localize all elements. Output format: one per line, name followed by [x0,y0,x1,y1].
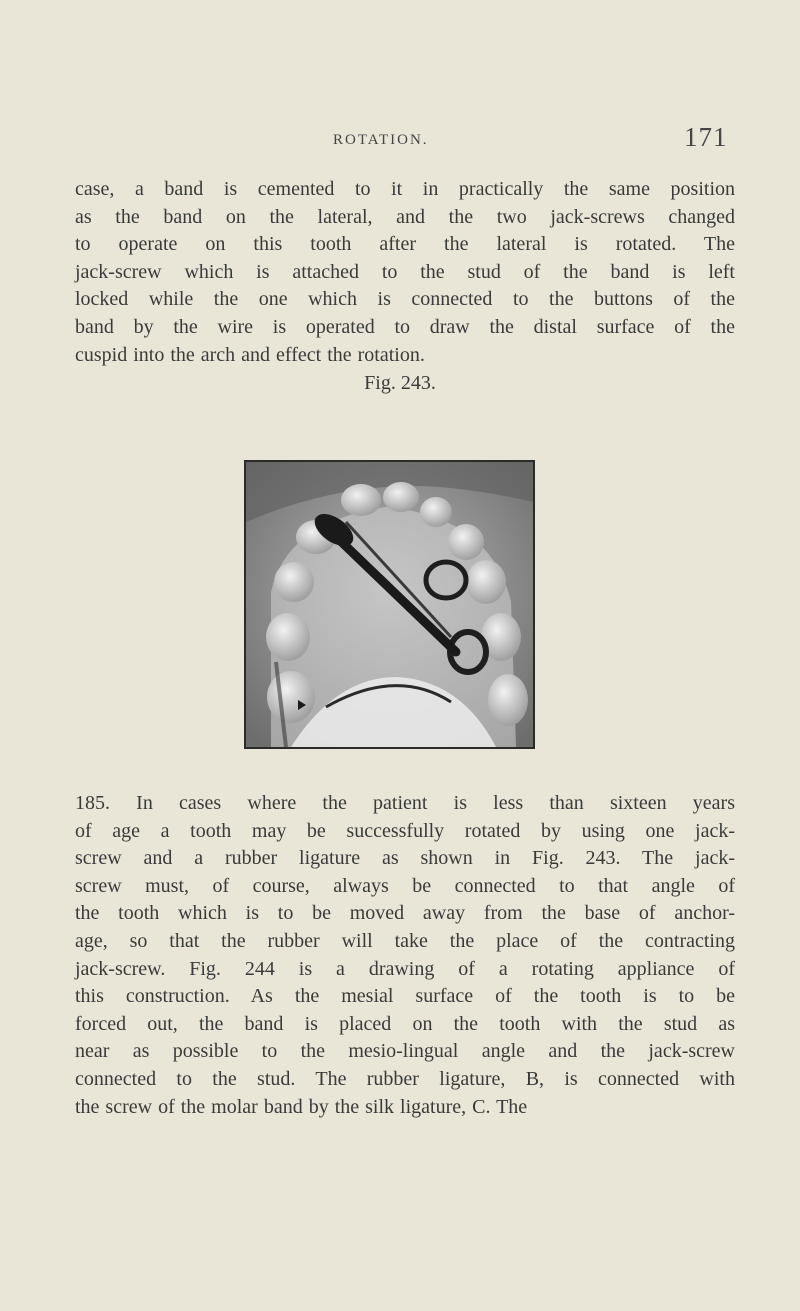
text-line: jack-screw. Fig. 244 is a drawing of a rotating appliance of [75,957,735,980]
text-line: of age a tooth may be successfully rotated by using one jack- [75,819,735,842]
text-line: connected to the stud. The rubber ligature, B, is connected with [75,1067,735,1090]
text-line: the screw of the molar band by the silk ligature, C. The [75,1095,528,1118]
text-line: jack-screw which is attached to the stud of the band is left [75,260,735,283]
text-line: the tooth which is to be moved away from the base of anchor- [75,902,735,925]
running-title: ROTATION. [333,132,429,148]
text-line: locked while the one which is connected to the buttons of the [75,288,735,311]
text-line: to operate on this tooth after the lateral is rotated. The [75,233,735,256]
text-line: screw and a rubber ligature as shown in Fig. 243. The jack- [75,847,735,870]
figure-photograph [244,460,535,749]
text-line: case, a band is cemented to it in practically the same position [75,178,735,200]
dental-cast-illustration [246,462,533,747]
text-line: band by the wire is operated to draw the distal surface of the [75,315,735,338]
text-line: forced out, the band is placed on the tooth with the stud as [75,1012,735,1035]
text-line: this construction. As the mesial surface of the tooth is to be [75,985,735,1008]
text-line: as the band on the lateral, and the two jack-screws changed [75,205,735,228]
text-line: cuspid into the arch and effect the rotation. [75,343,425,366]
running-head [0,118,800,158]
text-line: age, so that the rubber will take the place of the contracting [75,929,735,952]
paragraph-2 [75,790,735,1121]
text-line: 185. In cases where the patient is less than sixteen years [75,792,735,814]
paragraph-1 [75,176,735,369]
figure-caption: Fig. 243. [364,372,436,394]
text-line: near as possible to the mesio-lingual angle and the jack-screw [75,1040,735,1063]
page-number: 171 [684,122,728,152]
text-line: screw must, of course, always be connected to that angle of [75,874,735,897]
